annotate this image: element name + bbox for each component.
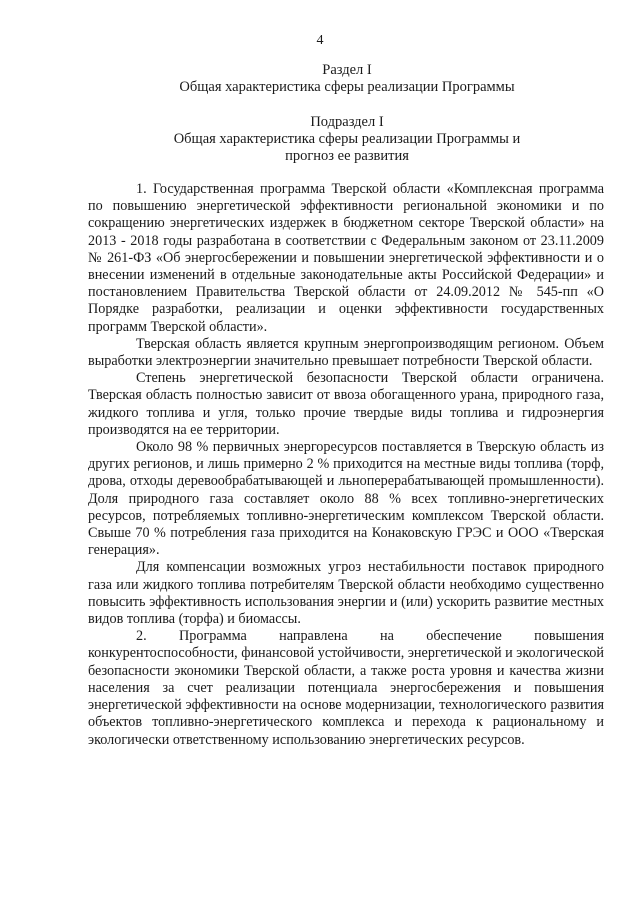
section-title: Общая характеристика сферы реализации Программы: [179, 79, 515, 95]
paragraph-6: 2. Программа направлена на обеспечение повышения конкурентоспособности, финансовой устойчивости, энергетической и экологической безопасности экономики Тверской области, а также роста уровня и качества жизни населения за счет реализации потенциала энергосбережения и повышения энергетической эффективности на основе модернизации, технологического развития объектов топливно-энергетического комплекса и перехода к рациональному и экологически ответственному использованию энергетических ресурсов.: [88, 628, 604, 748]
paragraph-5: Для компенсации возможных угроз нестабильности поставок природного газа или жидкого топлива потребителям Тверской области необходимо существенно повысить эффективность использования энергии и (или) ускорить развитие местных видов топлива (торфа) и биомассы.: [88, 559, 604, 628]
subsection-title-line1: Общая характеристика сферы реализации Программы и: [173, 131, 521, 147]
paragraph-3: Степень энергетической безопасности Тверской области ограничена. Тверская область полностью зависит от ввоза обогащенного урана, природного газа, жидкого топлива и угля, только прочие твердые виды топлива и гидроэнергия производятся на ее территории.: [88, 370, 604, 438]
subsection-label: Подраздел I: [310, 114, 384, 130]
section-heading: [88, 62, 606, 96]
page-number: 4: [316, 33, 324, 48]
paragraph-4: Около 98 % первичных энергоресурсов поставляется в Тверскую область из других регионов, и лишь примерно 2 % приходится на местные виды топлива (торф, дрова, отходы деревообрабатывающей и льноперерабатывающей промышленности). Доля природного газа составляет около 88 % всех топливно-энергетических ресурсов, потребляемых топливно-энергетическим комплексом Тверской области. Свыше 70 % потребления газа приходится на Конаковскую ГРЭС и ООО «Тверская генерация».: [88, 439, 604, 559]
paragraph-1: 1. Государственная программа Тверской области «Комплексная программа по повышению энергетической эффективности региональной экономики и по сокращению энергетических издержек в бюджетном секторе Тверской области» на 2013 - 2018 годы разработана в соответствии с Федеральным законом от 23.11.2009 № 261-ФЗ «Об энергосбережении и повышении энергетической эффективности и о внесении изменений в отдельные законодательные акты Российской Федерации» и постановлением Правительства Тверской области от 24.09.2012 № 545-пп «О Порядке разработки, реализации и оценки эффективности государственных программ Тверской области».: [88, 181, 604, 335]
document-body: [88, 181, 604, 749]
subsection-title-line2: прогноз ее развития: [285, 148, 409, 164]
paragraph-2: Тверская область является крупным энергопроизводящим регионом. Объем выработки электроэнергии значительно превышает потребности Тверской области.: [88, 335, 604, 370]
subsection-heading: [88, 114, 606, 165]
section-label: Раздел I: [322, 62, 372, 78]
